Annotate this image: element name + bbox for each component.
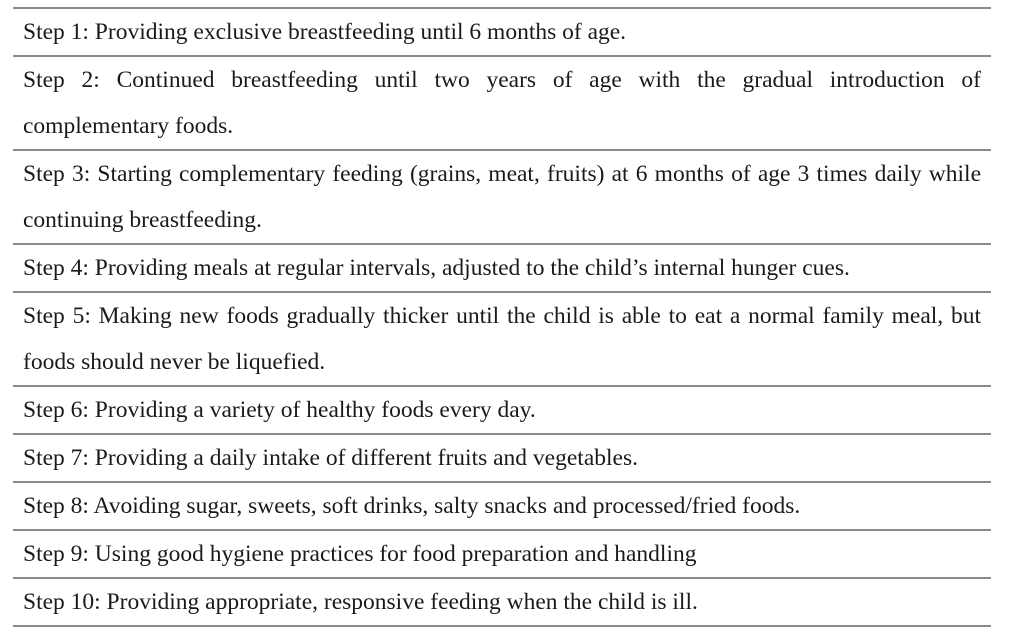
step-row-1: Step 1: Providing exclusive breastfeeding until 6 months of age.	[13, 9, 991, 57]
feeding-steps-table	[13, 7, 991, 627]
step-row-4: Step 4: Providing meals at regular intervals, adjusted to the child’s internal hunger cues.	[13, 245, 991, 293]
step-row-5: Step 5: Making new foods gradually thicker until the child is able to eat a normal family meal, but foods should never be liquefied.	[13, 293, 991, 387]
step-row-2: Step 2: Continued breastfeeding until two years of age with the gradual introduction of complementary foods.	[13, 57, 991, 151]
step-row-7: Step 7: Providing a daily intake of different fruits and vegetables.	[13, 435, 991, 483]
step-row-3: Step 3: Starting complementary feeding (grains, meat, fruits) at 6 months of age 3 times daily while continuing breastfeeding.	[13, 151, 991, 245]
step-row-6: Step 6: Providing a variety of healthy foods every day.	[13, 387, 991, 435]
step-row-10: Step 10: Providing appropriate, responsive feeding when the child is ill.	[13, 579, 991, 627]
step-row-9: Step 9: Using good hygiene practices for food preparation and handling	[13, 531, 991, 579]
step-row-8: Step 8: Avoiding sugar, sweets, soft drinks, salty snacks and processed/fried foods.	[13, 483, 991, 531]
